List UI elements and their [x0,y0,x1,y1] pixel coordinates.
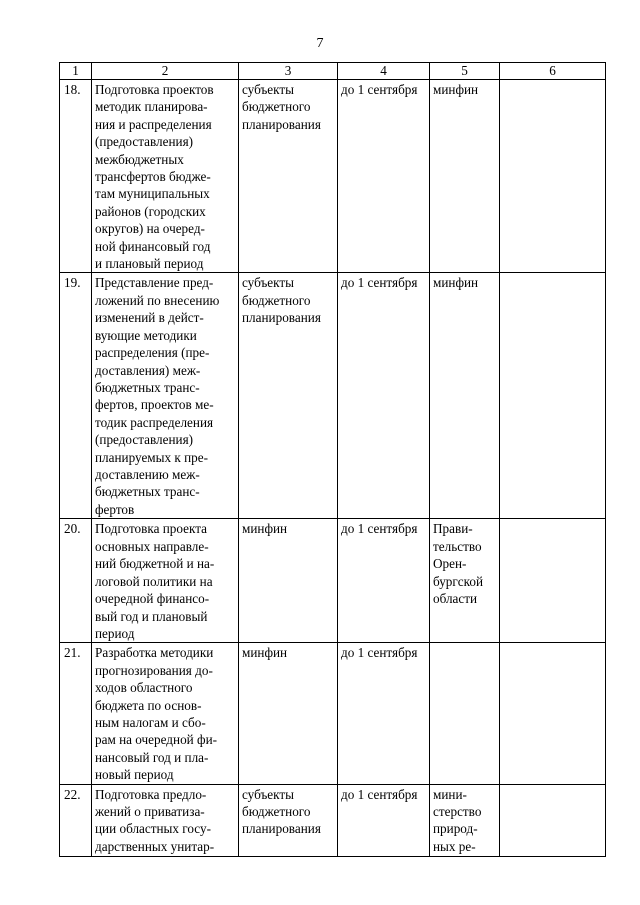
recipient-line: Прави- [433,521,473,537]
task-description-line: методик планирова- [95,99,208,115]
column-header: 6 [500,63,606,80]
row-number [60,519,92,643]
task-description-line: ной финансовый год [95,238,211,254]
task-description-line: ходов областного [95,680,193,696]
row-number [60,80,92,273]
task-description-line: жений о приватиза- [95,803,205,819]
note [500,643,606,784]
executor [239,273,338,519]
table-row [60,643,606,784]
executor-line: бюджетного [242,803,311,819]
column-header: 1 [60,63,92,80]
task-description-line: Разработка методики [95,645,214,661]
deadline-text: до 1 сентября [341,521,418,537]
recipient-line: минфин [433,275,479,291]
header-row [60,63,606,80]
task-description-line: очередной финансо- [95,591,210,607]
executor-line: бюджетного [242,292,311,308]
deadline [338,784,430,856]
note [500,273,606,519]
task-description-line: (предоставления) [95,432,194,448]
task-description-line: фертов, проектов ме- [95,397,214,413]
executor-line: планирования [242,821,321,837]
executor [239,643,338,784]
executor-line: планирования [242,116,321,132]
task-description-line: распределения (пре- [95,345,210,361]
deadline-text: до 1 сентября [341,786,418,802]
deadline [338,80,430,273]
deadline-text: до 1 сентября [341,275,418,291]
recipient [430,80,500,273]
table-row [60,784,606,856]
task-description-line: ции областных госу- [95,821,211,837]
task-description [92,519,239,643]
executor-line: субъекты [242,786,295,802]
note [500,80,606,273]
page-number: 7 [316,36,324,51]
task-description-line: доставления) меж- [95,362,201,378]
deadline-text: до 1 сентября [341,82,418,97]
task-description-line: Подготовка проекта [95,521,207,537]
task-description-line: бюджета по основ- [95,697,202,713]
task-description-line: прогнозирования до- [95,662,213,678]
recipient-line: ных ре- [433,838,476,854]
task-description-line: Подготовка проектов [95,82,214,97]
task-description [92,273,239,519]
row-number-text: 22. [64,786,81,802]
task-description-line: изменений в дейст- [95,310,204,326]
task-description-line: доставлению меж- [95,466,200,482]
recipient-line: Орен- [433,556,467,572]
task-description-line: основных направле- [95,538,209,554]
row-number [60,784,92,856]
task-description-line: планируемых к пре- [95,449,208,465]
deadlines-table [59,62,606,857]
task-description-line: ным налогам и сбо- [95,714,206,730]
recipient-line: стерство [433,803,482,819]
note [500,784,606,856]
executor-line: минфин [242,645,288,661]
task-description-line: ложений по внесению [95,292,220,308]
recipient-line: мини- [433,786,467,802]
row-number [60,643,92,784]
table-row [60,273,606,519]
task-description-line: вый год и плановый [95,608,208,624]
task-description-line: трансфертов бюдже- [95,169,211,185]
task-description-line: дарственных унитар- [95,838,215,854]
recipient-line: природ- [433,821,478,837]
executor-line: планирования [242,310,321,326]
row-number-text: 20. [64,521,81,537]
note [500,519,606,643]
column-header: 3 [239,63,338,80]
executor-line: минфин [242,521,288,537]
table-body [60,80,606,857]
column-header: 5 [430,63,500,80]
task-description-line: вующие методики [95,327,197,343]
task-description [92,784,239,856]
row-number-text: 21. [64,645,81,661]
task-description-line: новый период [95,767,174,783]
deadline [338,273,430,519]
task-description-line: рам на очередной фи- [95,732,218,748]
table-row [60,519,606,643]
deadline [338,643,430,784]
recipient [430,784,500,856]
task-description-line: Представление пред- [95,275,214,291]
executor-line: субъекты [242,275,295,291]
executor [239,519,338,643]
task-description-line: бюджетных транс- [95,379,200,395]
task-description-line: ния и распределения [95,116,212,132]
task-description-line: округов) на очеред- [95,221,205,237]
column-header: 4 [338,63,430,80]
task-description-line: логовой политики на [95,573,213,589]
task-description-line: межбюджетных [95,151,184,167]
recipient [430,273,500,519]
task-description-line: районов (городских [95,203,206,219]
task-description-line: ний бюджетной и на- [95,556,215,572]
row-number-text: 19. [64,275,81,291]
recipient-line: минфин [433,82,479,97]
row-number-text: 18. [64,82,81,97]
task-description-line: там муниципальных [95,186,210,202]
task-description-line: Подготовка предло- [95,786,207,802]
task-description-line: (предоставления) [95,134,194,150]
recipient [430,519,500,643]
table-row [60,80,606,273]
executor [239,784,338,856]
task-description-line: период [95,625,135,641]
row-number [60,273,92,519]
task-description-line: нансовый год и пла- [95,749,209,765]
recipient [430,643,500,784]
task-description [92,643,239,784]
recipient-line: области [433,591,478,607]
task-description-line: бюджетных транс- [95,484,200,500]
task-description-line: и плановый период [95,256,204,272]
task-description [92,80,239,273]
executor-line: субъекты [242,82,295,97]
executor-line: бюджетного [242,99,311,115]
deadline [338,519,430,643]
recipient-line: тельство [433,538,482,554]
column-header: 2 [92,63,239,80]
task-description-line: тодик распределения [95,414,214,430]
recipient-line: бургской [433,573,484,589]
deadline-text: до 1 сентября [341,645,418,661]
executor [239,80,338,273]
task-description-line: фертов [95,501,135,517]
